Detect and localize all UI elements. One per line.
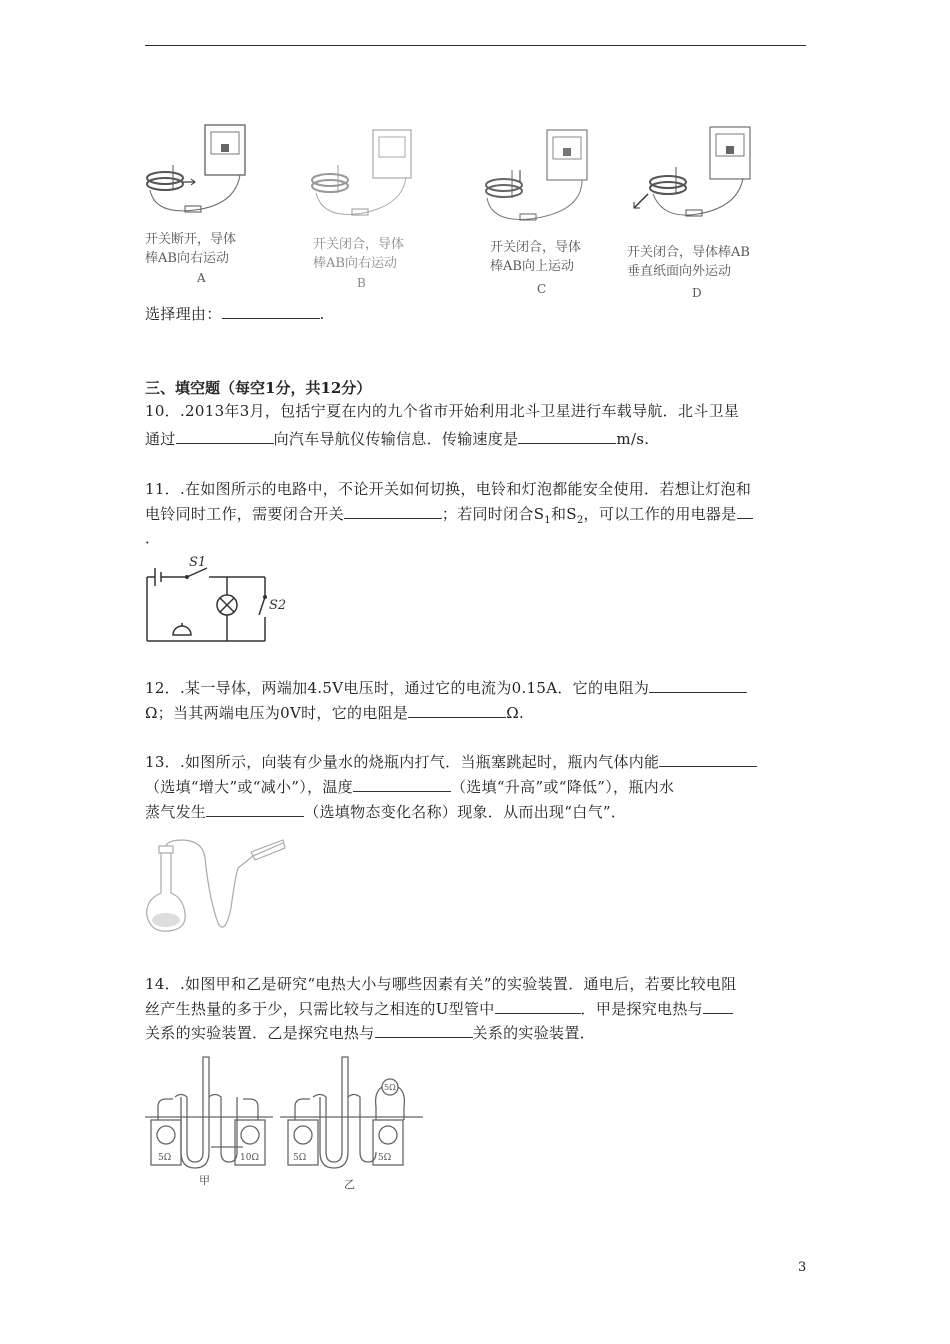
figure-option-d-diagram [628, 122, 758, 222]
q14-yi-resistor-top-label: 5Ω [384, 1083, 396, 1092]
q11-s1-label: S1 [189, 555, 207, 570]
figure-option-b-caption [313, 235, 404, 273]
figure-option-d-letter: D [692, 286, 702, 300]
q13-flask-pump-diagram [143, 838, 293, 938]
q13-blank-3[interactable] [206, 802, 304, 817]
q14-jia-resistor-left-label: 5Ω [158, 1153, 172, 1163]
q10-text-c: m/s. [616, 430, 650, 448]
reason-blank[interactable] [222, 304, 320, 319]
q13-blank-2[interactable] [353, 777, 451, 792]
figure-option-b-letter: B [357, 276, 366, 290]
figure-option-b-caption-line1: 开关闭合，导体 [313, 237, 405, 252]
q14-yi-resistor-right-label: 5Ω [378, 1153, 392, 1163]
reason-line [145, 303, 325, 324]
q12-blank-1[interactable] [649, 678, 747, 693]
q14-blank-1[interactable] [495, 999, 581, 1014]
q12-line1 [145, 677, 747, 698]
q11-text-d: ，可以工作的用电器是 [583, 505, 737, 523]
q13-line2 [145, 776, 674, 797]
q14-yi-resistor-left-label: 5Ω [293, 1153, 307, 1163]
q14-text-c: 关系的实验装置．乙是探究电热与 [145, 1024, 375, 1042]
q10-blank-1[interactable] [176, 429, 274, 444]
figure-option-d-caption-line1: 开关闭合，导体棒AB [627, 245, 750, 260]
header-rule [145, 45, 806, 46]
figure-option-c-caption-line2: 棒AB向上运动 [490, 259, 574, 274]
q10-text-a: 通过 [145, 430, 176, 448]
q11-text-c: 和S [550, 505, 577, 523]
figure-option-b-caption-line2: 棒AB向右运动 [313, 256, 397, 271]
q12-line2 [145, 702, 524, 723]
q13-line3 [145, 801, 626, 822]
q11-blank-1[interactable] [344, 504, 442, 519]
q14-blank-2[interactable] [703, 999, 733, 1014]
q12-text-a: 12．.某一导体，两端加4.5V电压时，通过它的电流为0.15A．它的电阻为 [145, 679, 650, 697]
q14-yi-apparatus-diagram [278, 1052, 428, 1192]
figure-option-a-caption [145, 230, 236, 268]
q13-text-b: （选填“增大”或“减小”），温度 [145, 778, 353, 796]
q14-yi-label: 乙 [344, 1178, 355, 1191]
figure-option-c-caption [490, 238, 581, 276]
q14-jia-label: 甲 [199, 1174, 210, 1187]
q12-text-b: Ω；当其两端电压为0V时，它的电阻是 [145, 704, 409, 722]
figure-option-c-caption-line1: 开关闭合，导体 [490, 240, 582, 255]
q13-text-c: （选填“升高”或“降低”），瓶内水 [450, 778, 675, 796]
q11-text-b: ；若同时闭合S [441, 505, 545, 523]
figure-option-a-caption-line2: 棒AB向右运动 [145, 251, 229, 266]
q11-s2-subscript: 2 [576, 515, 584, 526]
q11-line1: 11．.在如图所示的电路中，不论开关如何切换，电铃和灯泡都能安全使用．若想让灯泡和 [145, 480, 752, 498]
figure-option-a-letter: A [197, 271, 206, 285]
q11-s2-label: S2 [269, 598, 287, 613]
q11-line3: ． [145, 529, 161, 547]
q13-text-a: 13．.如图所示，向装有少量水的烧瓶内打气．当瓶塞跳起时，瓶内气体内能 [145, 753, 660, 771]
figure-option-b-diagram [308, 125, 418, 225]
section-heading: 三、填空题（每空1分，共12分） [145, 379, 372, 397]
q10-line1: 10．.2013年3月，包括宁夏在内的九个省市开始利用北斗卫星进行车载导航．北斗卫星 [145, 402, 740, 420]
q14-jia-resistor-right-label: 10Ω [240, 1153, 259, 1163]
q13-line1 [145, 751, 757, 772]
q12-blank-2[interactable] [408, 703, 506, 718]
figure-option-a-caption-line1: 开关断开，导体 [145, 232, 237, 247]
q14-text-d: 关系的实验装置． [472, 1024, 595, 1042]
reason-prompt: 选择理由： [145, 305, 222, 323]
q11-line2 [145, 503, 753, 526]
figure-option-c-diagram [482, 130, 597, 230]
page-number: 3 [798, 1260, 807, 1275]
figure-option-d-caption-line2: 垂直纸面向外运动 [627, 264, 732, 279]
reason-end: . [319, 305, 325, 323]
q11-blank-2[interactable] [737, 504, 753, 519]
q14-line1: 14．.如图甲和乙是研究“电热大小与哪些因素有关”的实验装置．通电后，若要比较电阻 [145, 975, 737, 993]
q14-line2 [145, 998, 733, 1019]
q10-blank-2[interactable] [518, 429, 616, 444]
figure-option-c-letter: C [537, 282, 547, 296]
q12-text-c: Ω. [506, 704, 525, 722]
q13-text-e: （选填物态变化名称）现象．从而出现“白气”． [304, 803, 627, 821]
q13-blank-1[interactable] [659, 752, 757, 767]
q14-jia-apparatus-diagram [143, 1052, 278, 1192]
q13-text-d: 蒸气发生 [145, 803, 207, 821]
q14-text-a: 丝产生热量的多于少，只需比较与之相连的U型管中 [145, 1000, 495, 1018]
q11-text-a: 电铃同时工作，需要闭合开关 [145, 505, 344, 523]
figure-option-a-diagram [145, 120, 255, 220]
q14-text-b: ．甲是探究电热与 [580, 1000, 703, 1018]
figure-option-d-caption [627, 243, 750, 281]
q14-blank-3[interactable] [375, 1023, 473, 1038]
q10-line2 [145, 428, 649, 449]
q14-line3 [145, 1022, 595, 1043]
q11-circuit-diagram [145, 555, 295, 650]
q11-s1-subscript: 1 [544, 515, 551, 526]
q10-text-b: 向汽车导航仪传输信息．传输速度是 [273, 430, 519, 448]
